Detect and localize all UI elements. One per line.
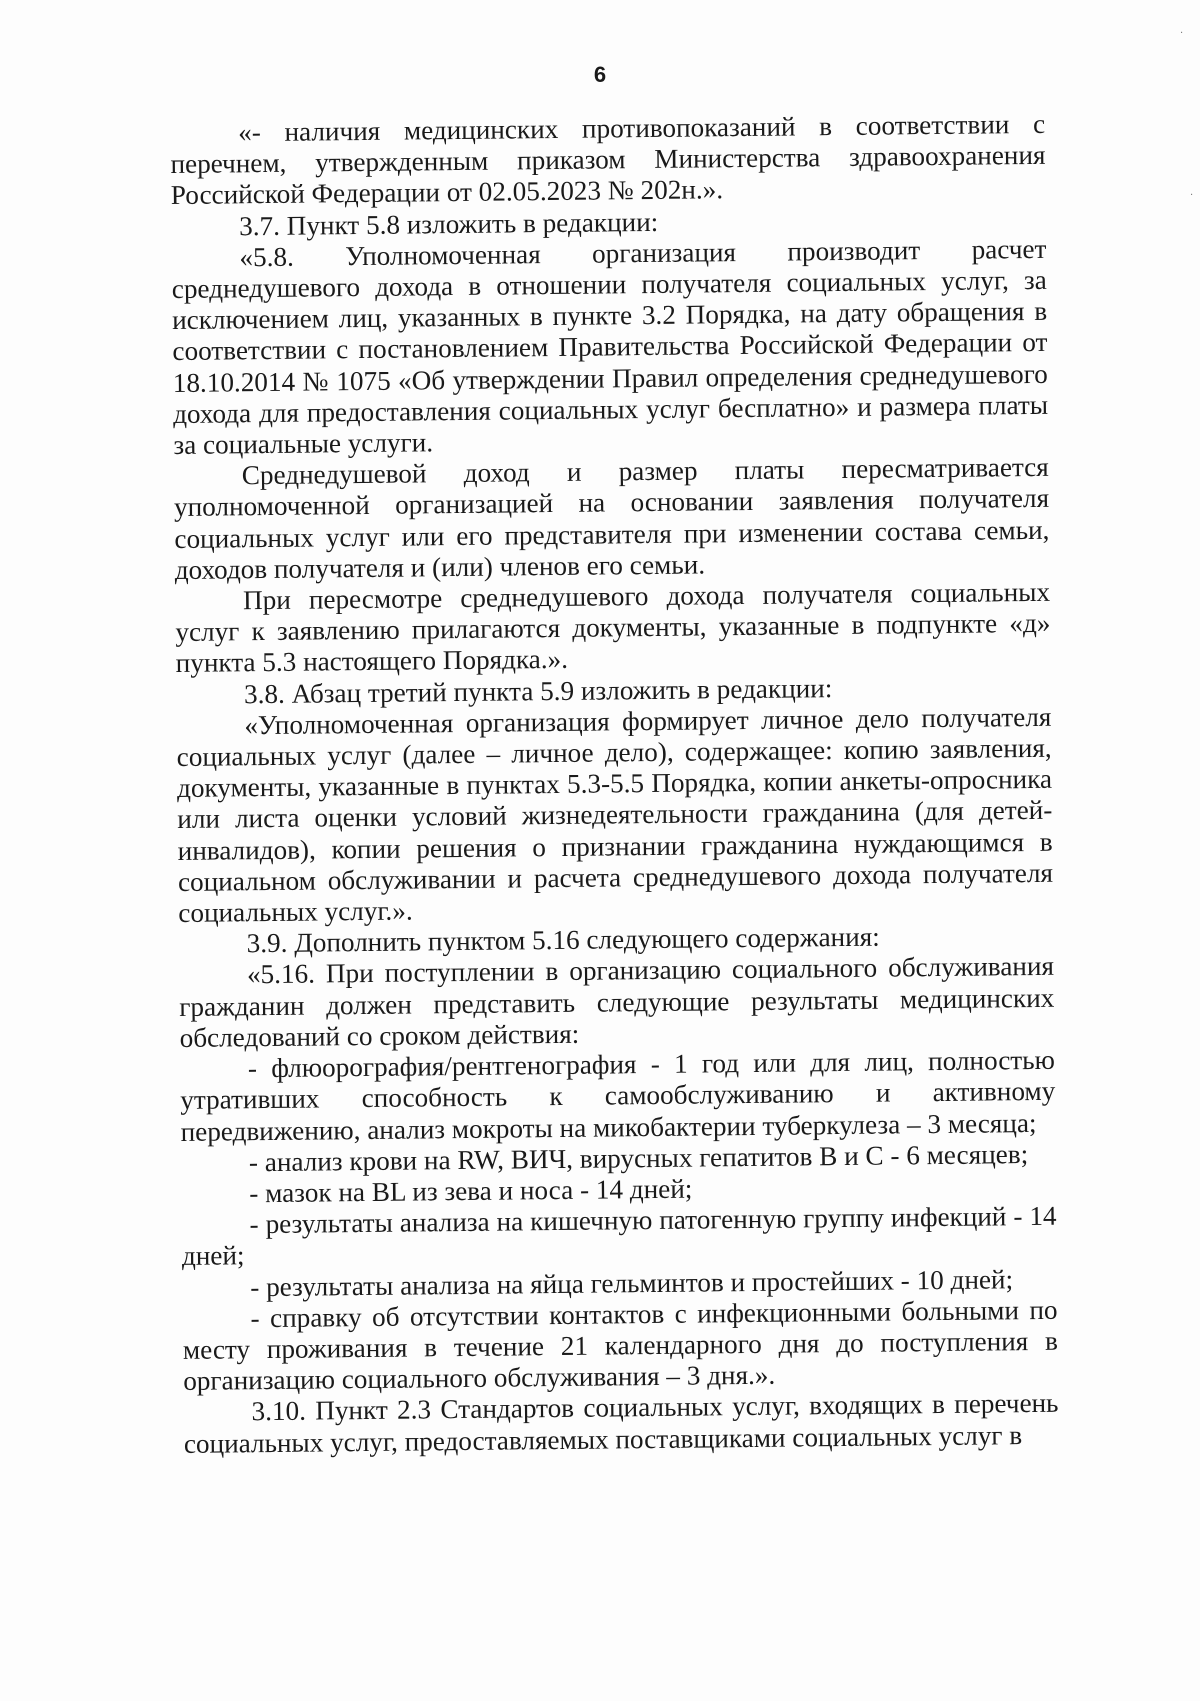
scan-speck: · [1180, 28, 1184, 39]
document-body [170, 109, 1059, 1460]
paragraph-income-revision: Среднедушевой доход и размер платы пересматривается уполномоченной организацией на основании заявления получателя социальных услуг или его представителя при изменении состава семьи, доходов получателя и (или) членов его семьи. [173, 452, 1050, 585]
list-item-contacts-certificate: - справку об отсутствии контактов с инфекционными больными по месту проживания в течение 21 календарного дня до поступления в организацию социального обслуживания – 3 дня.». [182, 1294, 1059, 1397]
list-item-intestinal-group: - результаты анализа на кишечную патогенную группу инфекций - 14 дней; [181, 1200, 1057, 1272]
page-number: 6 [593, 62, 607, 87]
list-item-helminths: - результаты анализа на яйца гельминтов и простейших - 10 дней; [250, 1263, 1014, 1302]
paragraph-3-9-heading: 3.9. Дополнить пунктом 5.16 следующего содержания: [246, 921, 880, 959]
paragraph-personal-file: «Уполномоченная организация формирует личное дело получателя социальных услуг (далее – личное дело), содержащее: копию заявления, документы, указанные в пунктах 5.3-5.5 Порядка, копии анкеты-опросника или листа оценки условий жизнедеятельности гражданина (для детей-инвалидов), копии решения о признании гражданина нуждающимся в социальном обслуживании и расчета среднедушевого дохода получателя социальных услуг.». [176, 701, 1054, 929]
paragraph-3-7-heading: 3.7. Пункт 5.8 изложить в редакции: [238, 206, 659, 241]
list-item-bl-swab: - мазок на BL из зева и носа - 14 дней; [249, 1173, 693, 1209]
paragraph-5-16: «5.16. При поступлении в организацию социального обслуживания гражданин должен представить следующие результаты медицинских обследований со сроком действия: [179, 951, 1055, 1053]
paragraph-3-10: 3.10. Пункт 2.3 Стандартов социальных услуг, входящих в перечень социальных услуг, предоставляемых поставщиками социальных услуг в [183, 1388, 1059, 1459]
paragraph-revision-documents: При пересмотре среднедушевого дохода получателя социальных услуг к заявлению прилагаются документы, указанные в подпункте «д» пункта 5.3 настоящего Порядка.». [175, 576, 1051, 679]
paragraph-3-8-heading: 3.8. Абзац третий пункта 5.9 изложить в редакции: [243, 672, 833, 709]
paragraph-5-8: «5.8. Уполномоченная организация производит расчет среднедушевого дохода в отношении получателя социальных услуг, за исключением лиц, указанных в пункте 3.2 Порядка, на дату обращения в соответствии с постановлением Правительства Российской Федерации от 18.10.2014 № 1075 «Об утверждении Правил определения среднедушевого дохода для предоставления социальных услуг бесплатно» и размера платы за социальные услуги. [171, 233, 1049, 461]
paragraph-contraindications: «- наличия медицинских противопоказаний в соответствии с перечнем, утвержденным приказом Министерства здравоохранения Российской Федерации от 02.05.2023 № 202н.». [170, 108, 1046, 211]
list-item-blood-test: - анализ крови на RW, ВИЧ, вирусных гепатитов В и С - 6 месяцев; [248, 1138, 1029, 1177]
list-item-fluorography: - флюорография/рентгенография - 1 год или для лиц, полностью утративших способность к самообслуживанию и активному передвижению, анализ мокроты на микобактерии туберкулеза – 3 месяца; [180, 1044, 1056, 1147]
scan-speck: · [1190, 190, 1194, 201]
